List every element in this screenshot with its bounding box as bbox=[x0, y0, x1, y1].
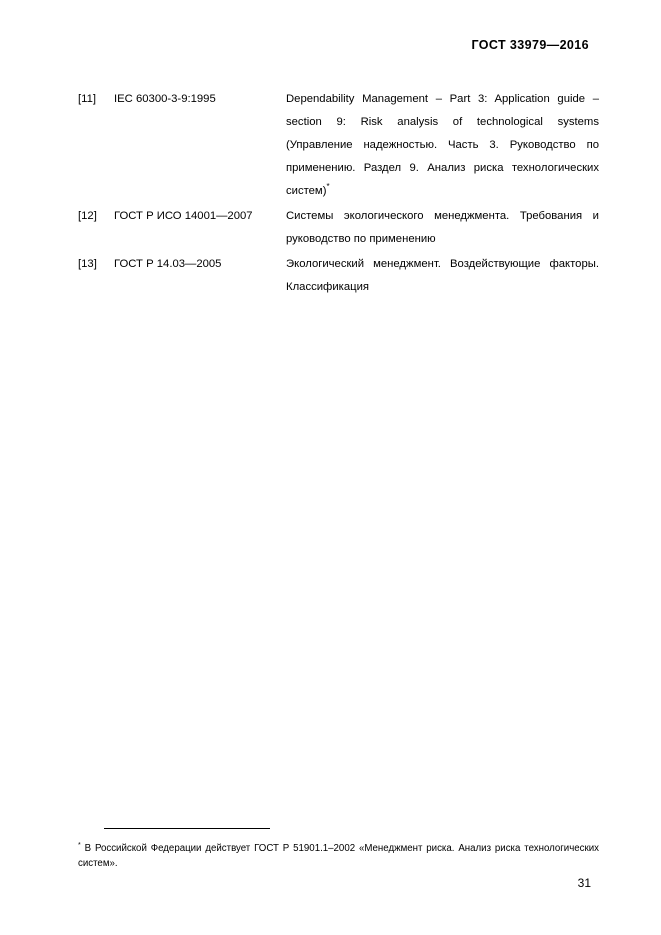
footnote-separator bbox=[104, 828, 270, 829]
reference-text bbox=[286, 205, 599, 251]
footnote-text: В Российской Федерации действует ГОСТ Р 51901.1–2002 «Менеджмент риска. Анализ риска технологических систем». bbox=[78, 843, 599, 869]
reference-code: IEC 60300-3-9:1995 bbox=[114, 93, 216, 105]
reference-number: [13] bbox=[78, 258, 97, 270]
reference-code: ГОСТ Р 14.03—2005 bbox=[114, 258, 222, 270]
reference-text-body: Системы экологического менеджмента. Требования и руководство по применению bbox=[286, 210, 599, 245]
reference-text-body: Dependability Management – Part 3: Application guide – section 9: Risk analysis of technological systems (Управление надежностью. Часть 3. Руководство по применению. Раздел 9. Анализ риска технологических систем) bbox=[286, 93, 599, 197]
footnote-marker-icon: * bbox=[326, 182, 330, 192]
list-item bbox=[78, 88, 599, 203]
list-item bbox=[78, 205, 599, 251]
page-header: ГОСТ 33979—2016 bbox=[471, 38, 589, 52]
reference-text bbox=[286, 253, 599, 299]
reference-text-body: Экологический менеджмент. Воздействующие факторы. Классификация bbox=[286, 258, 599, 293]
reference-code: ГОСТ Р ИСО 14001—2007 bbox=[114, 210, 253, 222]
footnote bbox=[78, 842, 599, 871]
reference-list bbox=[78, 88, 599, 301]
page-number: 31 bbox=[577, 876, 591, 890]
list-item bbox=[78, 253, 599, 299]
reference-number: [12] bbox=[78, 210, 97, 222]
reference-text bbox=[286, 88, 599, 203]
footnote-marker-icon: * bbox=[78, 841, 81, 849]
reference-number: [11] bbox=[78, 93, 97, 105]
